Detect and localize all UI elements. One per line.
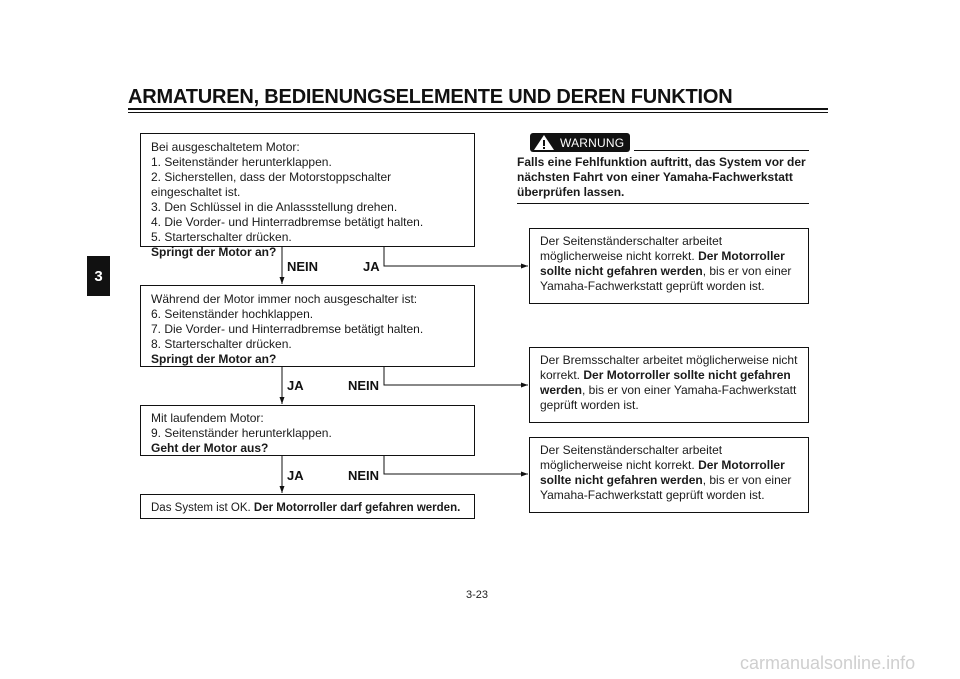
warning-text: Falls eine Fehlfunktion auftritt, das System vor der nächsten Fahrt von einer Yamaha-Fachwerkstatt überprüfen lassen. [517,155,806,199]
label-ja-3: JA [287,468,304,483]
result1-text: Der Seitenständerschalter arbeitet möglicherweise nicht korrekt. [540,234,723,263]
box1-line: Bei ausgeschaltetem Motor: [151,140,300,154]
result2-text: Der Bremsschalter arbeitet möglicherweise nicht korrekt. [540,353,798,382]
arrow-box3-to-result3 [384,456,528,474]
box2-line: 6. Seitenständer hochklappen. [151,307,314,321]
result-box-brake-switch [529,347,809,423]
box1-line: 2. Sicherstellen, dass der Motorstoppschalter eingeschaltet ist. [151,170,392,199]
box1-line: 3. Den Schlüssel in die Anlassstellung drehen. [151,200,398,214]
result1-tail: , bis er von einer Yamaha-Fachwerkstatt geprüft worden ist. [540,264,792,293]
box2-line: Während der Motor immer noch ausgeschalter ist: [151,292,418,306]
label-ja-1: JA [363,259,380,274]
label-nein-3: NEIN [348,468,380,483]
box2-line: 8. Starterschalter drücken. [151,337,292,351]
label-nein-2: NEIN [348,378,380,393]
result2-tail: , bis er von einer Yamaha-Fachwerkstatt geprüft worden ist. [540,383,797,412]
box1-line: 1. Seitenständer herunterklappen. [151,155,332,169]
flow-box-step3 [140,405,475,456]
page-title: ARMATUREN, BEDIENUNGSELEMENTE UND DEREN FUNKTION [128,86,733,108]
label-ja-2: JA [287,378,304,393]
warning-rule-bottom [517,203,809,204]
watermark: carmanualsonline.info [740,653,916,673]
arrow-box2-to-result2 [384,367,528,385]
page-number: 3-23 [466,589,489,601]
box1-line: 4. Die Vorder- und Hinterradbremse betätigt halten. [151,215,424,229]
warning-triangle-icon [533,134,555,151]
warning-rule-top [634,150,809,151]
flow-box-system-ok [140,494,475,519]
result-box-sidestand-switch [529,228,809,304]
chapter-tab: 3 [87,256,110,296]
box2-line: 7. Die Vorder- und Hinterradbremse betätigt halten. [151,322,424,336]
box3-line: Mit laufendem Motor: [151,411,264,425]
box3-line: 9. Seitenständer herunterklappen. [151,426,332,440]
result3-bold: Der Motorroller sollte nicht gefahren werden [540,458,785,487]
box1-line: 5. Starterschalter drücken. [151,230,292,244]
label-nein-1: NEIN [287,259,319,274]
result2-bold: Der Motorroller sollte nicht gefahren werden [540,368,791,397]
box2-question: Springt der Motor an? [151,352,277,366]
box3-question: Geht der Motor aus? [151,441,269,455]
flow-box-step1 [140,133,475,259]
box1-question: Springt der Motor an? [151,245,277,259]
result-box-sidestand-switch-2 [529,437,809,513]
result3-text: Der Seitenständerschalter arbeitet möglicherweise nicht korrekt. [540,443,723,472]
box4-text: Das System ist OK. [151,502,251,514]
flow-box-step2 [140,285,475,367]
result1-bold: Der Motorroller sollte nicht gefahren werden [540,249,785,278]
result3-tail: , bis er von einer Yamaha-Fachwerkstatt geprüft worden ist. [540,473,792,502]
warning-label: WARNUNG [560,135,625,150]
box4-emphasis: Der Motorroller darf gefahren werden. [253,502,461,514]
warning-badge [530,133,630,152]
